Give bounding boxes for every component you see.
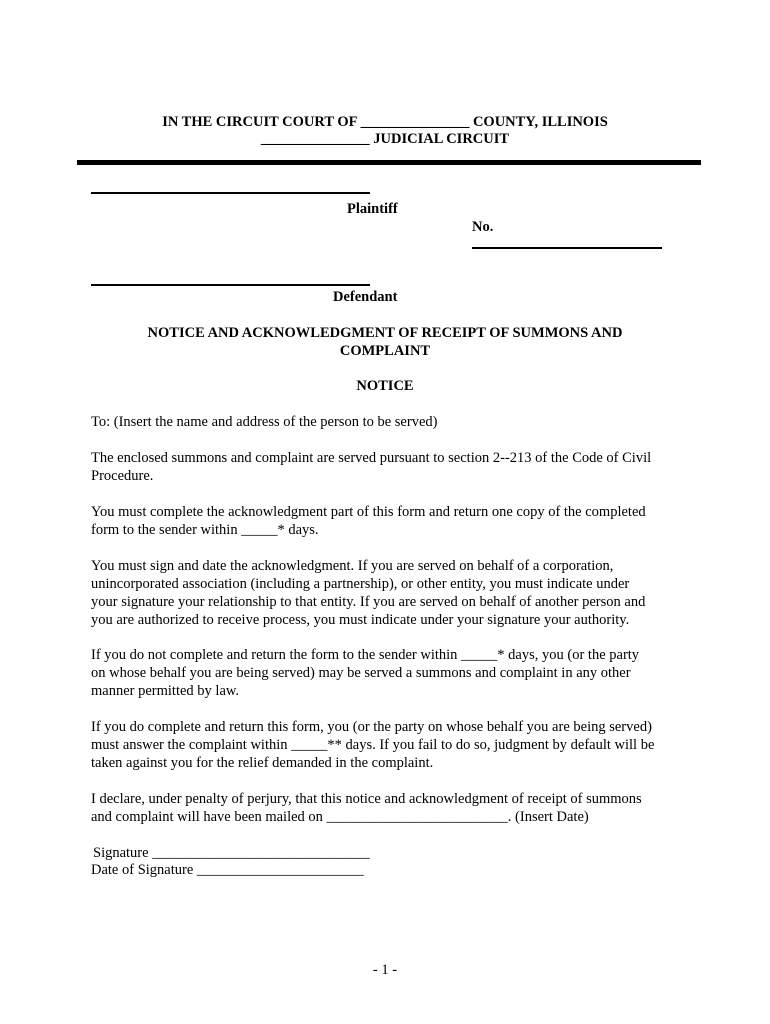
paragraph-service-basis: The enclosed summons and complaint are served pursuant to section 2--213 of the Code of Civil Procedure.: [91, 450, 652, 484]
case-number-label: No.: [472, 219, 494, 235]
document-title-line1: NOTICE AND ACKNOWLEDGMENT OF RECEIPT OF SUMMONS AND: [147, 325, 623, 341]
date-of-signature-line: Date of Signature _______________________: [91, 862, 364, 878]
defendant-label: Defendant: [333, 289, 398, 305]
court-header-line1: IN THE CIRCUIT COURT OF _______________ COUNTY, ILLINOIS: [162, 114, 608, 130]
paragraph-declaration: I declare, under penalty of perjury, that this notice and acknowledgment of receipt of summons and complaint will have been mailed on _________________________. (Insert Date): [91, 791, 642, 825]
court-header-line2: _______________ JUDICIAL CIRCUIT: [260, 131, 510, 147]
page-number: - 1 -: [372, 962, 398, 978]
plaintiff-label: Plaintiff: [347, 201, 398, 217]
paragraph-sign-and-date: You must sign and date the acknowledgment. If you are served on behalf of a corporation, unincorporated association (including a partnership), or other entity, you must indicate under your signature your relationship to that entity. If you are served on behalf of another person and you are authorized to receive process, you must indicate under your signature your authority.: [91, 558, 646, 628]
paragraph-failure-to-return: If you do not complete and return the form to the sender within _____* days, you (or the party on whose behalf you are being served) may be served a summons and complaint in any other manner permitted by law.: [91, 647, 640, 699]
defendant-name-line: [91, 284, 370, 286]
document-title-line2: COMPLAINT: [339, 343, 431, 359]
plaintiff-name-line: [91, 192, 370, 194]
header-divider: [77, 160, 701, 165]
paragraph-complete-form: You must complete the acknowledgment part of this form and return one copy of the completed form to the sender within _____* days.: [91, 504, 646, 538]
paragraph-answer-complaint: If you do complete and return this form, you (or the party on whose behalf you are being served) must answer the complaint within _____** days. If you fail to do so, judgment by default will be taken against you for the relief demanded in the complaint.: [91, 719, 655, 771]
signature-line: Signature ______________________________: [93, 845, 370, 861]
case-number-line: [472, 247, 662, 249]
notice-heading: NOTICE: [356, 378, 414, 394]
to-line: To: (Insert the name and address of the person to be served): [91, 414, 438, 430]
